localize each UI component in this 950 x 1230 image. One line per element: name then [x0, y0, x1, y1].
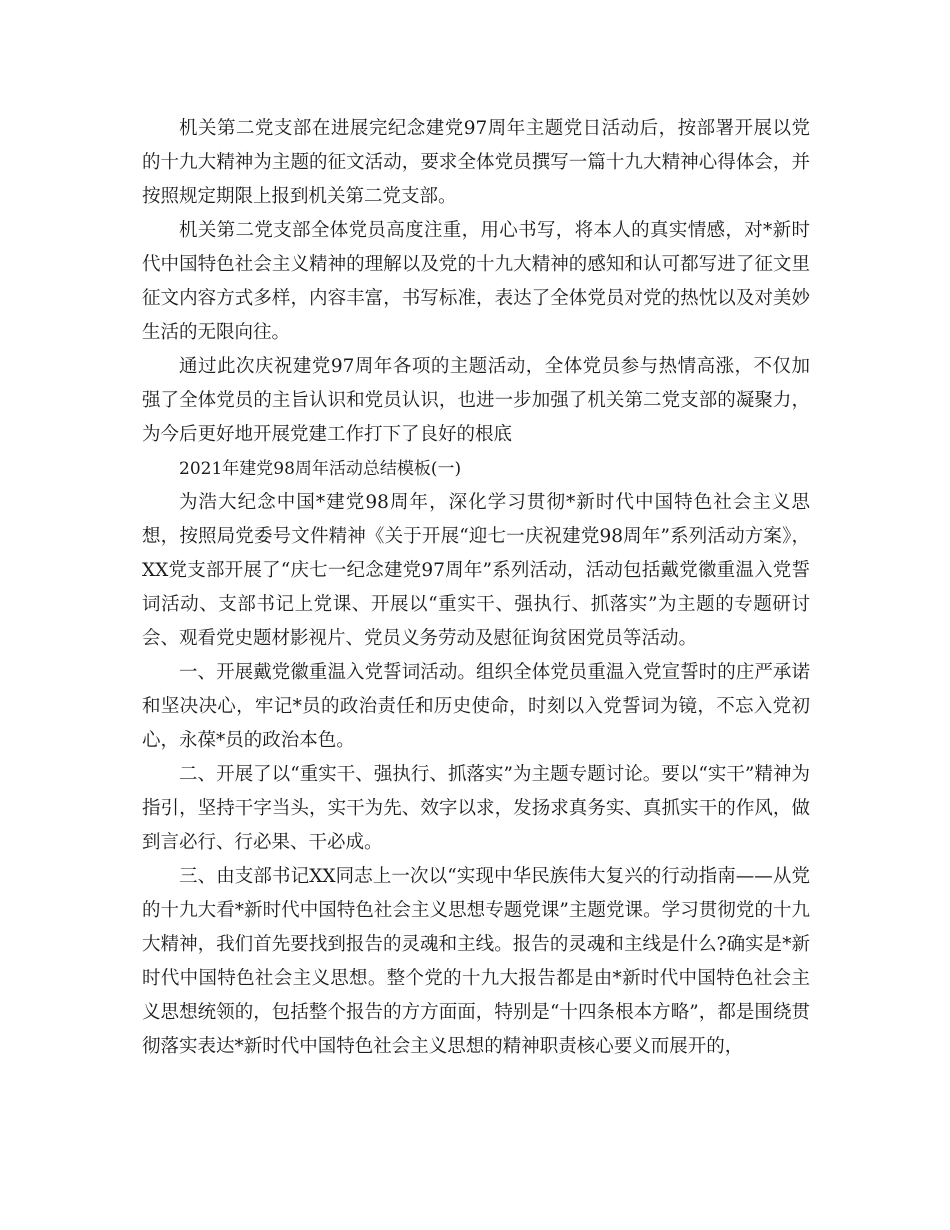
document-body	[142, 112, 810, 1064]
section-heading: 2021年建党98周年活动总结模板(一)	[179, 459, 462, 479]
paragraph-3: 通过此次庆祝建党97周年各项的主题活动，全体党员参与热情高涨，不仅加强了全体党员的主旨认识和党员认识，也进一步加强了机关第二党支部的凝聚力，为今后更好地开展党建工作打下了良好的根底	[142, 356, 810, 445]
paragraph-1: 机关第二党支部在进展完纪念建党97周年主题党日活动后，按部署开展以党的十九大精神为主题的征文活动，要求全体党员撰写一篇十九大精神心得体会，并按照规定期限上报到机关第二党支部。	[142, 118, 810, 207]
paragraph-7: 三、由支部书记XX同志上一次以“实现中华民族伟大复兴的行动指南——从党的十九大看*新时代中国特色社会主义思想专题党课”主题党课。学习贯彻党的十九大精神，我们首先要找到报告的灵魂和主线。报告的灵魂和主线是什么?确实是*新时代中国特色社会主义思想。整个党的十九大报告都是由*新时代中国特色社会主义思想统领的，包括整个报告的方方面面，特别是“十四条根本方略”，都是围绕贯彻落实表达*新时代中国特色社会主义思想的精神职责核心要义而展开的，	[142, 866, 810, 1057]
paragraph-4: 为浩大纪念中国*建党98周年，深化学习贯彻*新时代中国特色社会主义思想，按照局党委号文件精神《关于开展“迎七一庆祝建党98周年”系列活动方案》，XX党支部开展了“庆七一纪念建党97周年”系列活动，活动包括戴党徽重温入党誓词活动、支部书记上党课、开展以“重实干、强执行、抓落实”为主题的专题研讨会、观看党史题材影视片、党员义务劳动及慰征询贫困党员等活动。	[142, 492, 810, 649]
paragraph-2: 机关第二党支部全体党员高度注重，用心书写，将本人的真实情感，对*新时代中国特色社会主义精神的理解以及党的十九大精神的感知和认可都写进了征文里征文内容方式多样，内容丰富，书写标准，表达了全体党员对党的热忱以及对美妙生活的无限向往。	[142, 220, 810, 343]
paragraph-5: 一、开展戴党徽重温入党誓词活动。组织全体党员重温入党宣誓时的庄严承诺和坚决决心，牢记*员的政治责任和历史使命，时刻以入党誓词为镜，不忘入党初心，永葆*员的政治本色。	[142, 662, 810, 751]
paragraph-6: 二、开展了以“重实干、强执行、抓落实”为主题专题讨论。要以“实干”精神为指引，坚持干字当头，实干为先、效字以求，发扬求真务实、真抓实干的作风，做到言必行、行必果、干必成。	[142, 764, 810, 853]
